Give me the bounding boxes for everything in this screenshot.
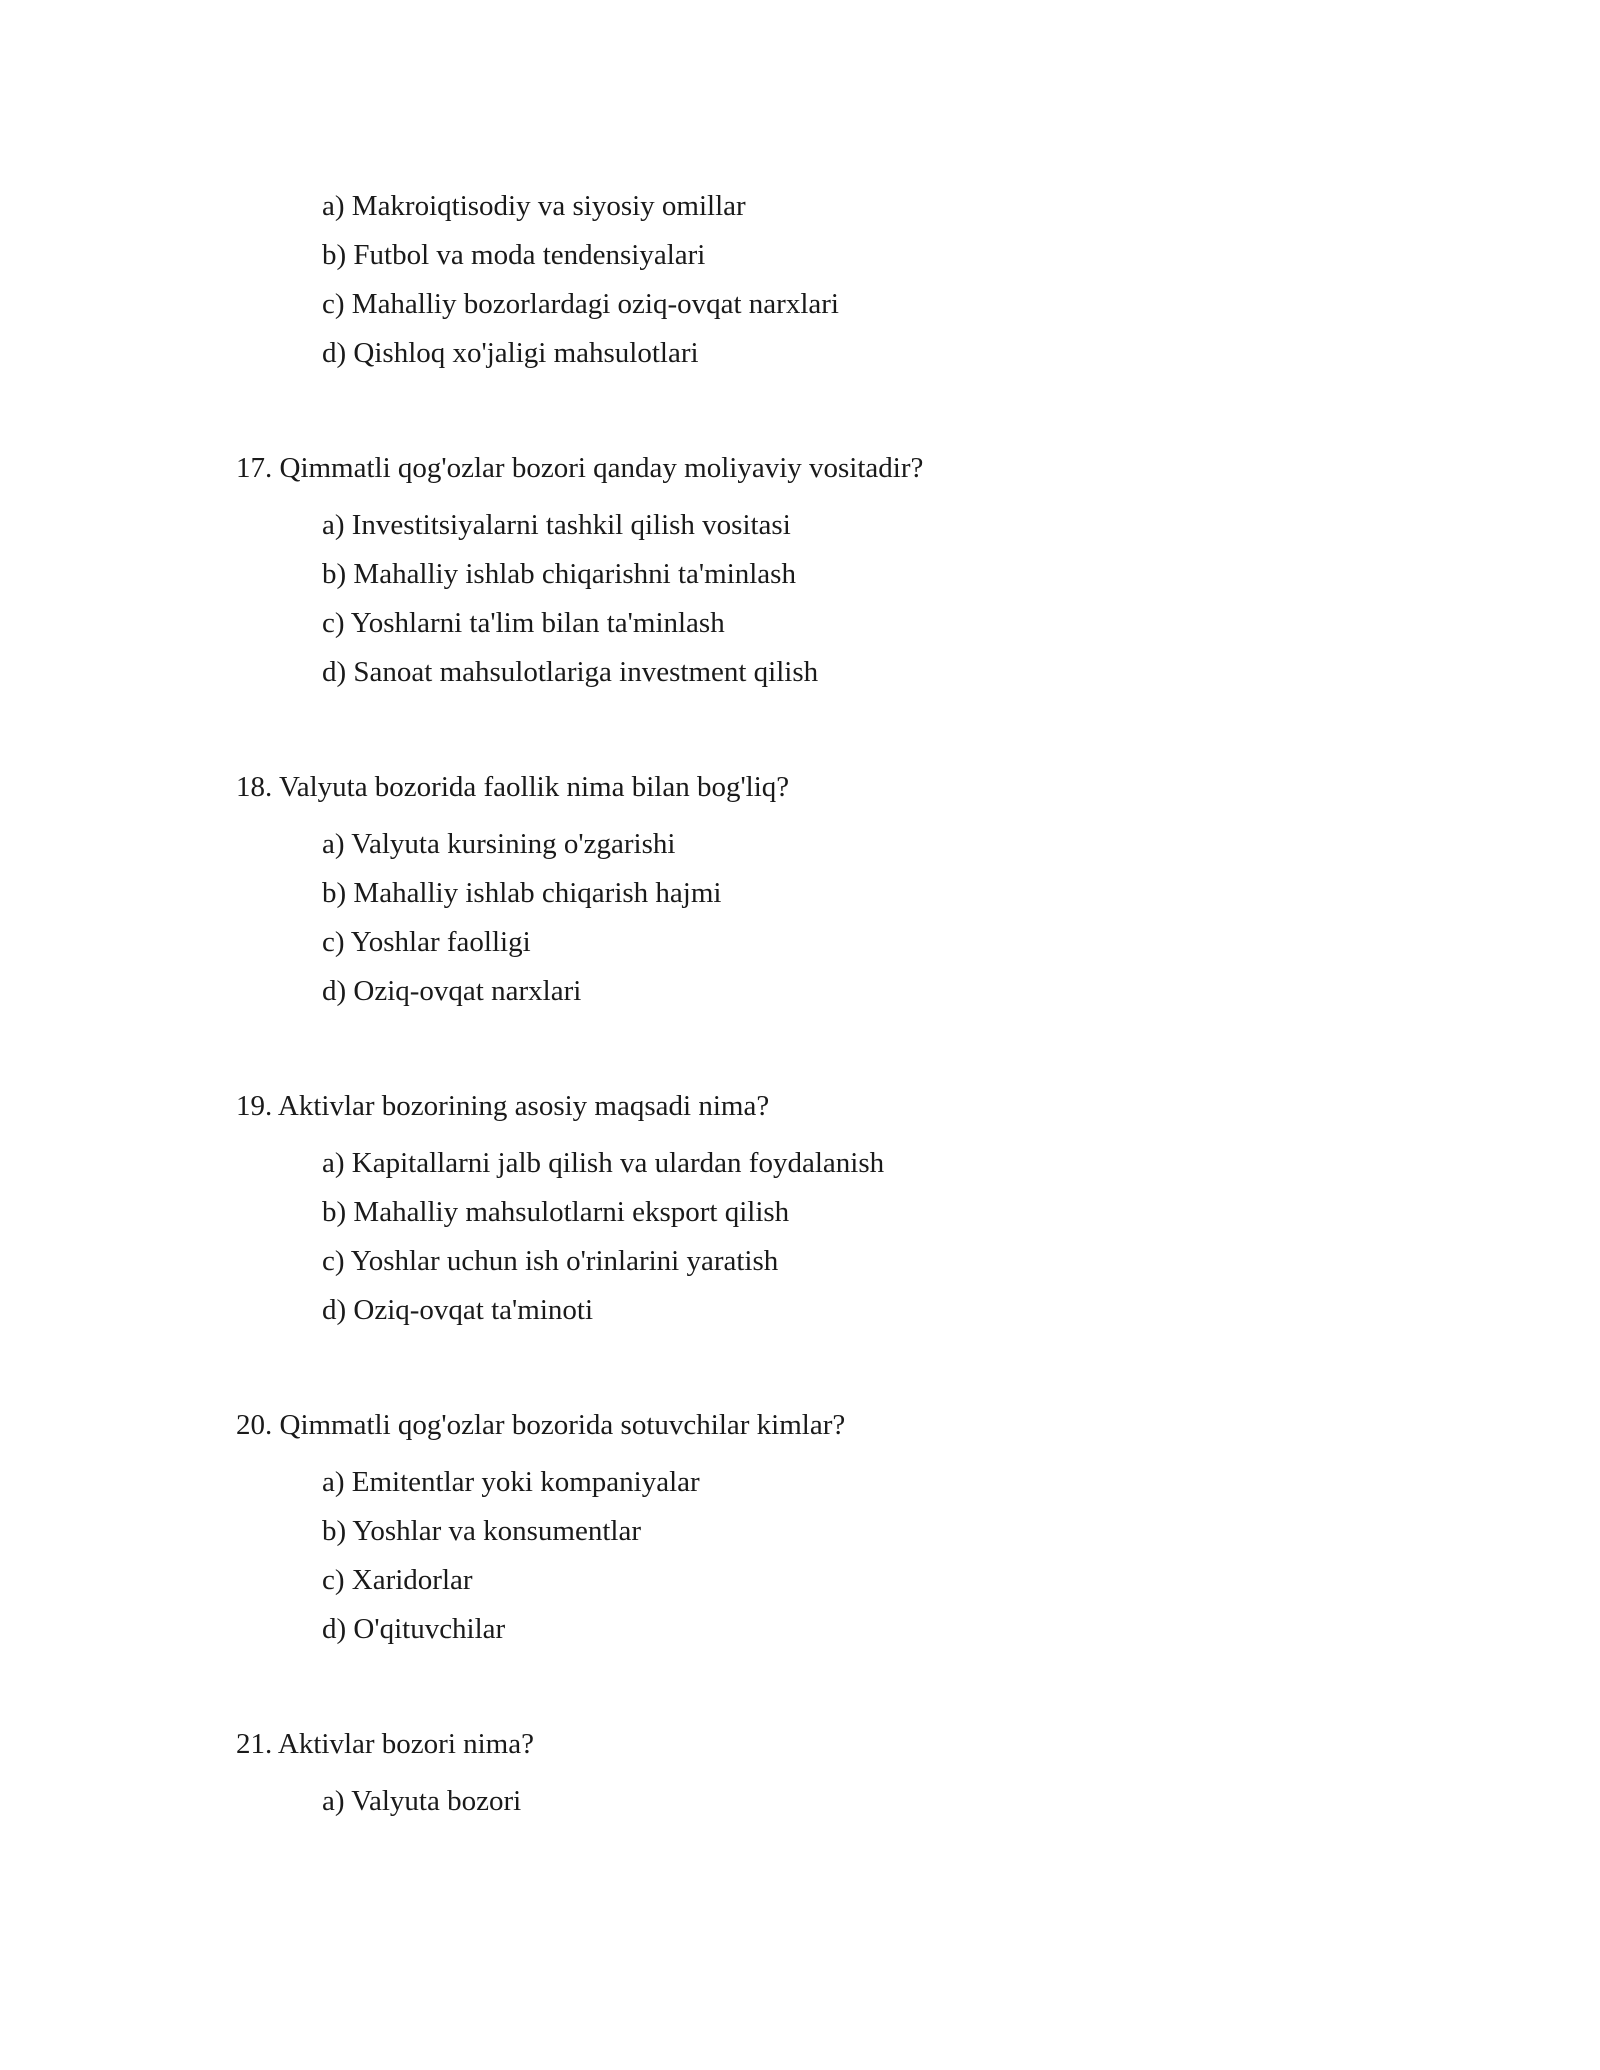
q19-option-d: d) Oziq-ovqat ta'minoti	[322, 1294, 593, 1326]
q18-option-c: c) Yoshlar faolligi	[322, 926, 531, 958]
q20-option-d: d) O'qituvchilar	[322, 1613, 506, 1645]
q16-option-a: a) Makroiqtisodiy va siyosiy omillar	[322, 190, 746, 222]
question-20: 20. Qimmatli qog'ozlar bozorida sotuvchilar kimlar?	[236, 1409, 846, 1441]
q17-option-b: b) Mahalliy ishlab chiqarishni ta'minlash	[322, 558, 796, 590]
q17-option-c: c) Yoshlarni ta'lim bilan ta'minlash	[322, 607, 725, 639]
q18-option-d: d) Oziq-ovqat narxlari	[322, 975, 582, 1007]
q19-option-a: a) Kapitallarni jalb qilish va ulardan foydalanish	[322, 1147, 885, 1179]
q17-option-a: a) Investitsiyalarni tashkil qilish vositasi	[322, 509, 791, 541]
q18-option-a: a) Valyuta kursining o'zgarishi	[322, 828, 676, 860]
q16-option-b: b) Futbol va moda tendensiyalari	[322, 239, 706, 271]
q20-option-a: a) Emitentlar yoki kompaniyalar	[322, 1466, 700, 1498]
q17-option-d: d) Sanoat mahsulotlariga investment qilish	[322, 656, 819, 688]
question-18: 18. Valyuta bozorida faollik nima bilan bog'liq?	[236, 771, 790, 803]
q19-option-b: b) Mahalliy mahsulotlarni eksport qilish	[322, 1196, 790, 1228]
question-21: 21. Aktivlar bozori nima?	[236, 1728, 534, 1760]
q19-option-c: c) Yoshlar uchun ish o'rinlarini yaratish	[322, 1245, 779, 1277]
q20-option-b: b) Yoshlar va konsumentlar	[322, 1515, 641, 1547]
q20-option-c: c) Xaridorlar	[322, 1564, 473, 1596]
q18-option-b: b) Mahalliy ishlab chiqarish hajmi	[322, 877, 722, 909]
q16-option-c: c) Mahalliy bozorlardagi oziq-ovqat narxlari	[322, 288, 839, 320]
q16-option-d: d) Qishloq xo'jaligi mahsulotlari	[322, 337, 699, 369]
question-17: 17. Qimmatli qog'ozlar bozori qanday moliyaviy vositadir?	[236, 452, 924, 484]
q21-option-a: a) Valyuta bozori	[322, 1785, 522, 1817]
question-19: 19. Aktivlar bozorining asosiy maqsadi nima?	[236, 1090, 770, 1122]
